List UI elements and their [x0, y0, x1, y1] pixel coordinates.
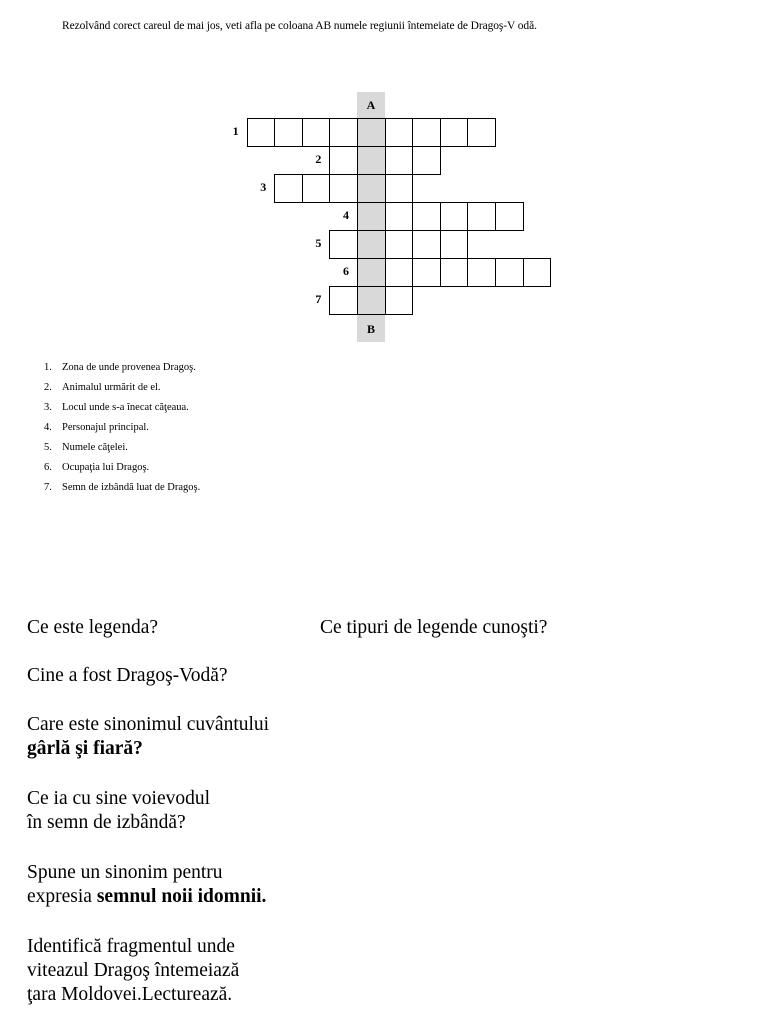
crossword-row-number: 4	[343, 208, 349, 222]
clue-item: 3. Locul unde s-a înecat căţeaua.	[44, 402, 189, 413]
crossword-cell	[467, 202, 496, 231]
crossword-cell	[412, 118, 441, 147]
crossword-cell	[385, 118, 414, 147]
crossword-cell	[440, 202, 469, 231]
column-label-b: B	[366, 322, 375, 336]
crossword-cell	[467, 118, 496, 147]
clue-item: 7. Semn de izbândă luat de Dragoş.	[44, 482, 201, 493]
crossword-cell	[385, 174, 414, 203]
crossword-row-number: 3	[260, 180, 267, 194]
crossword-cell	[495, 258, 524, 287]
clue-item: 4. Personajul principal.	[44, 422, 149, 433]
crossword-key-cell	[357, 118, 386, 147]
question-dragos-voda: Cine a fost Dragoş-Vodă?	[27, 665, 228, 686]
crossword-cell	[440, 230, 469, 259]
column-label-a: A	[366, 98, 376, 112]
question-fragment: Identifică fragmentul unde viteazul Dragoş întemeiază ţara Moldovei.Lecturează.	[27, 936, 240, 1005]
clue-item: 2. Animalul urmărit de el.	[44, 382, 161, 393]
clue-item: 1. Zona de unde provenea Dragoş.	[44, 362, 196, 373]
crossword-cell	[523, 258, 552, 287]
crossword-cell	[385, 286, 414, 315]
crossword-row-number: 2	[315, 152, 322, 166]
crossword-row-number: 1	[232, 124, 239, 138]
crossword-cell	[440, 118, 469, 147]
crossword-grid	[0, 0, 768, 360]
crossword-row-number: 6	[343, 264, 349, 278]
crossword-cell	[302, 118, 331, 147]
crossword-key-cell	[357, 202, 386, 231]
crossword-key-cell	[357, 230, 386, 259]
crossword-row-number: 5	[315, 236, 322, 250]
crossword-cell	[274, 174, 303, 203]
intro-text: Rezolvând corect careul de mai jos, veti afla pe coloana AB numele regiunii întemeiate de Dragoş-V odă.	[62, 20, 537, 32]
question-legenda: Ce este legenda?	[27, 617, 159, 638]
question-sinonim: Care este sinonimul cuvântului gârlă şi fiară?	[27, 714, 270, 759]
crossword-cell	[412, 258, 441, 287]
question-tipuri-legende: Ce tipuri de legende cunoşti?	[320, 617, 548, 638]
clue-list	[44, 360, 200, 500]
crossword-cell	[329, 146, 358, 175]
crossword-key-cell	[357, 174, 386, 203]
crossword-cell	[302, 174, 331, 203]
crossword-cell	[247, 118, 276, 147]
crossword-key-cell	[357, 146, 386, 175]
crossword-row-number: 7	[315, 292, 322, 306]
crossword-cell	[412, 202, 441, 231]
crossword-key-cell	[357, 286, 386, 315]
crossword-cell	[385, 146, 414, 175]
clue-item: 6. Ocupaţia lui Dragoş.	[44, 462, 150, 473]
crossword-cell	[467, 258, 496, 287]
crossword-cell	[412, 230, 441, 259]
crossword-cell	[274, 118, 303, 147]
crossword-cell	[329, 230, 358, 259]
question-expresie: Spune un sinonim pentru expresia semnul noii idomnii.	[27, 862, 267, 907]
crossword-cell	[385, 202, 414, 231]
crossword-cell	[385, 230, 414, 259]
crossword-cell	[329, 174, 358, 203]
crossword-cell	[495, 202, 524, 231]
crossword-cell	[329, 118, 358, 147]
crossword-key-cell	[357, 258, 386, 287]
clue-item: 5. Numele căţelei.	[44, 442, 128, 453]
crossword-cell	[440, 258, 469, 287]
question-semn-izbanda: Ce ia cu sine voievodul în semn de izbândă?	[27, 788, 211, 833]
crossword-cell	[385, 258, 414, 287]
crossword-cell	[329, 286, 358, 315]
crossword-cell	[412, 146, 441, 175]
